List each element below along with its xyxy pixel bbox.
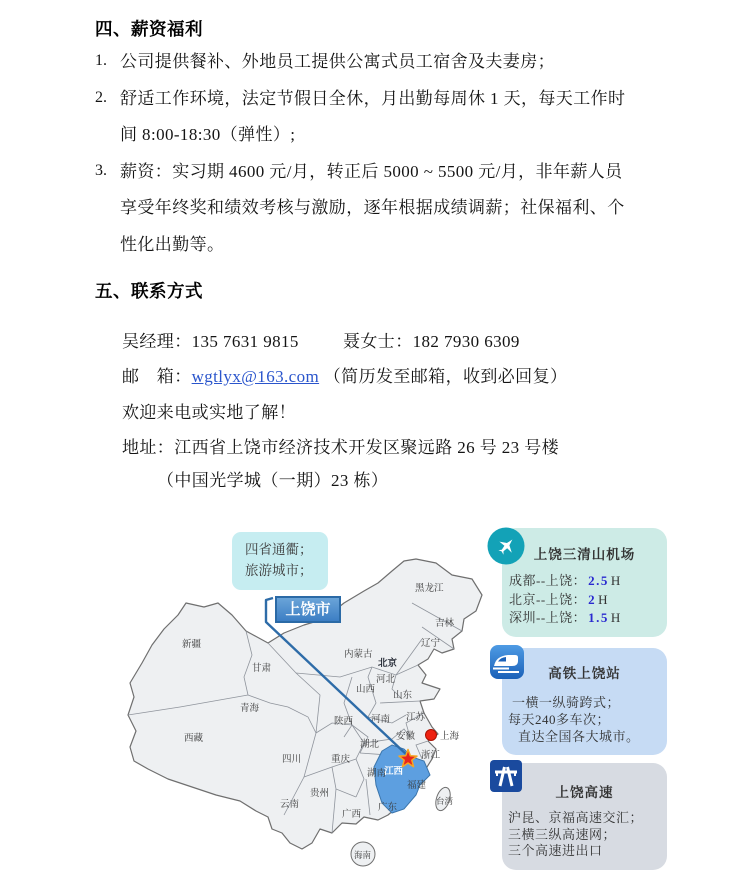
highway-info-line: 三个高速进出口 [508,843,603,858]
province-label: 江苏 [406,712,426,723]
list-item-line: 享受年终奖和绩效考核与激励，逐年根据成绩调薪；社保福利、个 [120,198,625,217]
manager-phone: 吴经理：135 7631 9815 [122,332,299,351]
province-label: 贵州 [310,788,330,799]
province-label: 甘肃 [252,663,272,674]
province-label: 黑龙江 [415,583,444,594]
train-lines [502,682,667,745]
highway-lines [502,801,667,860]
flight-time-row [509,591,667,610]
city-callout [232,532,328,590]
province-label: 重庆 [331,754,351,765]
province-label: 青海 [240,703,260,714]
email-note: （简历发至邮箱，收到必回复） [323,367,568,386]
list-item-line: 性化出勤等。 [120,235,225,254]
province-label: 辽宁 [421,638,441,649]
province-label-shanghai: 上海 [440,731,460,742]
flight-route: 成都--上饶： [509,573,587,588]
province-label: 浙江 [421,750,441,761]
callout-line: 四省通衢； [245,542,313,557]
province-label: 西藏 [184,733,204,744]
list-item-number: 2. [95,89,107,106]
province-label: 山西 [356,684,376,695]
flight-hours: 2.5 [588,573,609,588]
flight-hours: 2 [588,591,597,607]
province-label: 吉林 [435,618,455,629]
province-label: 台湾 [436,796,454,806]
address-line1: 地址：江西省上饶市经济技术开发区聚远路 26 号 23 号楼 [122,438,559,457]
province-label: 湖南 [367,768,387,779]
highway-icon [489,759,523,797]
province-label: 四川 [282,754,302,765]
list-item-line: 间 8:00-18:30（弹性）; [120,125,296,144]
province-label-beijing: 北京 [378,658,398,669]
highway-info-line: 沪昆、京福高速交汇； [508,810,644,825]
province-label: 内蒙古 [344,649,373,660]
flight-unit: H [598,591,609,607]
province-label: 福建 [407,780,427,791]
china-map-figure [120,527,680,876]
shangrao-city-label: 上饶市 [275,596,341,623]
list-item-line: 公司提供餐补、外地员工提供公寓式员工宿舍及夫妻房； [120,52,555,71]
callout-line: 旅游城市； [245,563,313,578]
address-line2: （中国光学城（一期）23 栋） [157,471,389,490]
flight-hours: 1.5 [588,610,609,625]
shanghai-dot [426,730,437,741]
province-label: 云南 [280,799,300,810]
province-label: 山东 [393,690,413,701]
list-item-line: 舒适工作环境，法定节假日全休，月出勤每周休 1 天，每天工作时 [120,89,626,108]
list-item-line: 薪资：实习期 4600 元/月，转正后 5000 ~ 5500 元/月，非年薪人员 [120,162,623,181]
flight-route: 北京--上饶： [509,591,587,607]
flight-unit: H [610,573,621,588]
flight-route: 深圳--上饶： [509,610,587,625]
section5-heading: 五、联系方式 [95,281,203,301]
province-label: 广东 [378,802,398,813]
province-label: 安徽 [396,731,416,742]
section4-heading: 四、薪资福利 [95,19,203,39]
email-link[interactable]: wgtlyx@163.com [191,367,320,386]
province-label: 陕西 [334,716,354,727]
highway-panel [502,763,667,870]
airport-panel [502,528,667,637]
email-line [122,365,567,388]
province-label: 河北 [376,674,396,685]
province-label-jiangxi: 江西 [384,766,404,777]
train-panel-title: 高铁上饶站 [548,666,621,681]
list-item-number: 3. [95,162,107,179]
flight-time-row [509,609,667,628]
flight-time-row [509,572,667,591]
province-label: 河南 [371,714,391,725]
highway-panel-title: 上饶高速 [555,785,614,800]
train-icon [489,644,525,684]
province-label: 湖北 [360,739,380,750]
province-label: 海南 [354,850,372,860]
welcome-line: 欢迎来电或实地了解！ [122,403,296,422]
email-label: 邮 箱： [122,367,192,386]
list-item-number: 1. [95,52,107,69]
lady-phone: 聂女士：182 7930 6309 [343,332,520,351]
airport-panel-title: 上饶三清山机场 [533,547,636,562]
province-label: 广西 [342,809,362,820]
train-info-line: 每天240多车次； [508,712,611,727]
train-panel [502,648,667,755]
airplane-icon [487,527,525,569]
train-info-line: 一横一纵骑跨式； [512,695,621,710]
flight-unit: H [610,610,621,625]
highway-info-line: 三横三纵高速网； [508,826,617,842]
train-info-line: 直达全国各大城市。 [518,729,640,744]
province-label: 新疆 [182,639,202,650]
airport-rows [502,563,667,628]
